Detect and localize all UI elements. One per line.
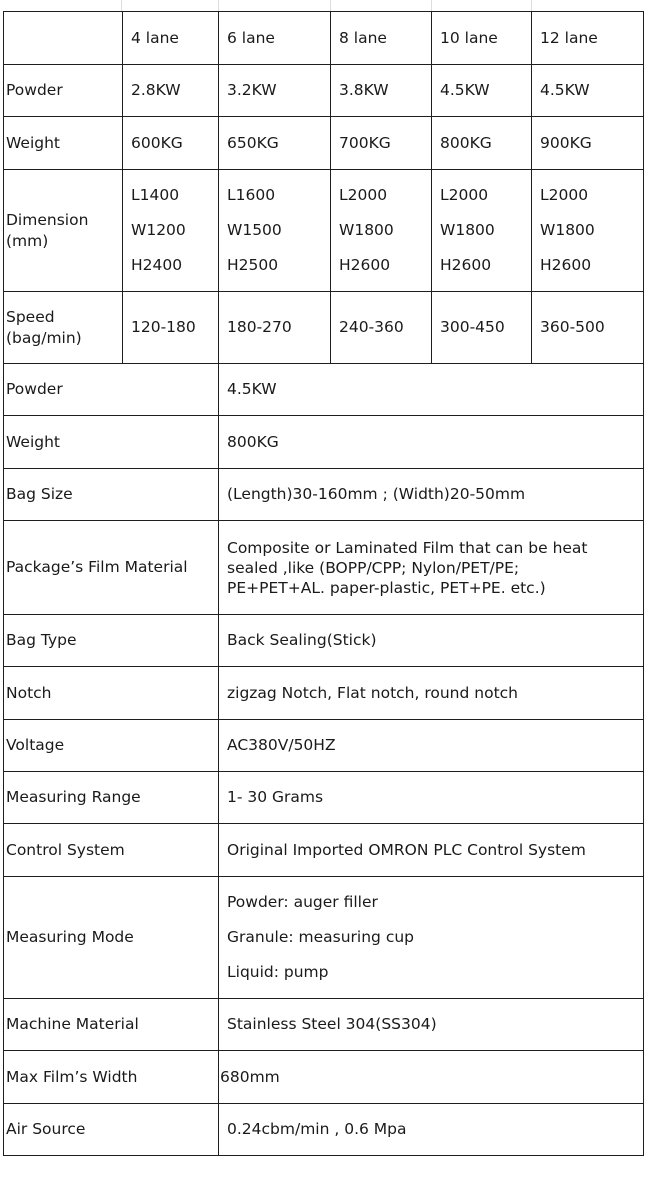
header-6-lane: 6 lane: [219, 12, 331, 65]
row-label: Powder: [4, 364, 219, 416]
row-label: Notch: [4, 667, 219, 720]
table-cell: 650KG: [219, 117, 331, 170]
spec-row-machine-material: [4, 999, 644, 1051]
dimension-cell: [219, 170, 331, 292]
row-label-line: Dimension: [6, 211, 89, 230]
row-label: Machine Material: [4, 999, 219, 1051]
spec-row-film-material: [4, 521, 644, 615]
row-value-line: sealed ,like (BOPP/CPP; Nylon/PET/PE;: [227, 558, 520, 577]
spec-row-notch: [4, 667, 644, 720]
row-label: Voltage: [4, 720, 219, 772]
dimension-width: W1500: [227, 221, 282, 239]
dimension-length: L2000: [339, 186, 388, 204]
row-label: Control System: [4, 824, 219, 877]
dimension-height: H2600: [440, 256, 492, 274]
table-cell: 2.8KW: [123, 65, 219, 117]
spec-row-bag-type: [4, 615, 644, 667]
spec-row-powder: [4, 364, 644, 416]
spec-row-max-film-width: [4, 1051, 644, 1104]
dimension-length: L1400: [131, 186, 180, 204]
row-label: Measuring Range: [4, 772, 219, 824]
dimension-height: H2400: [131, 256, 183, 274]
row-value: (Length)30-160mm ; (Width)20-50mm: [219, 469, 644, 521]
dimension-length: L2000: [540, 186, 589, 204]
row-value: AC380V/50HZ: [219, 720, 644, 772]
table-cell: 180-270: [219, 292, 331, 364]
dimension-width: W1800: [440, 221, 495, 239]
spec-row-air-source: [4, 1104, 644, 1156]
row-label: [4, 170, 123, 292]
dimension-height: H2500: [227, 256, 279, 274]
lane-row-powder: [4, 65, 644, 117]
row-value: Original Imported OMRON PLC Control System: [219, 824, 644, 877]
table-cell: 900KG: [532, 117, 644, 170]
row-value: [219, 877, 644, 999]
lane-row-dimension: [4, 170, 644, 292]
table-cell: 3.2KW: [219, 65, 331, 117]
lane-row-weight: [4, 117, 644, 170]
row-value: zigzag Notch, Flat notch, round notch: [219, 667, 644, 720]
row-value-line: Liquid: pump: [227, 963, 329, 981]
header-corner-cell: [4, 12, 123, 65]
row-label: Powder: [4, 65, 123, 117]
spec-row-weight: [4, 416, 644, 469]
lane-row-speed: [4, 292, 644, 364]
spec-row-measuring-mode: [4, 877, 644, 999]
table-cell: 300-450: [432, 292, 532, 364]
table-cell: 240-360: [331, 292, 432, 364]
table-cell: 700KG: [331, 117, 432, 170]
dimension-width: W1200: [131, 221, 186, 239]
dimension-cell: [123, 170, 219, 292]
row-value-line: Granule: measuring cup: [227, 928, 415, 946]
dimension-height: H2600: [540, 256, 592, 274]
row-label: [4, 292, 123, 364]
spec-row-control-system: [4, 824, 644, 877]
table-cell: 120-180: [123, 292, 219, 364]
dimension-width: W1800: [339, 221, 394, 239]
row-label-line: Speed: [6, 308, 55, 327]
row-value: 680mm: [219, 1051, 644, 1104]
dimension-length: L1600: [227, 186, 276, 204]
table-cell: 600KG: [123, 117, 219, 170]
row-value: 0.24cbm/min , 0.6 Mpa: [219, 1104, 644, 1156]
row-value: Stainless Steel 304(SS304): [219, 999, 644, 1051]
header-10-lane: 10 lane: [432, 12, 532, 65]
table-cell: 4.5KW: [532, 65, 644, 117]
row-label: Max Film’s Width: [4, 1051, 219, 1104]
row-value-line: Composite or Laminated Film that can be heat: [227, 538, 588, 557]
spec-row-bag-size: [4, 469, 644, 521]
row-label: Measuring Mode: [4, 877, 219, 999]
header-12-lane: 12 lane: [532, 12, 644, 65]
spec-row-measuring-range: [4, 772, 644, 824]
row-value-line: Powder: auger filler: [227, 893, 378, 911]
row-label: Air Source: [4, 1104, 219, 1156]
row-label: Bag Type: [4, 615, 219, 667]
dimension-cell: [331, 170, 432, 292]
row-value: Back Sealing(Stick): [219, 615, 644, 667]
table-cell: 800KG: [432, 117, 532, 170]
table-cell: 360-500: [532, 292, 644, 364]
table-cell: 4.5KW: [432, 65, 532, 117]
row-value: 800KG: [219, 416, 644, 469]
spec-table: [3, 11, 644, 1156]
header-8-lane: 8 lane: [331, 12, 432, 65]
dimension-height: H2600: [339, 256, 391, 274]
dimension-length: L2000: [440, 186, 489, 204]
row-value: 4.5KW: [219, 364, 644, 416]
header-4-lane: 4 lane: [123, 12, 219, 65]
dimension-cell: [432, 170, 532, 292]
row-label-line: (mm): [6, 231, 49, 250]
table-cell: 3.8KW: [331, 65, 432, 117]
row-value-line: PE+PET+AL. paper-plastic, PET+PE. etc.): [227, 578, 546, 597]
dimension-cell: [532, 170, 644, 292]
spec-row-voltage: [4, 720, 644, 772]
row-value: 1- 30 Grams: [219, 772, 644, 824]
row-label-line: (bag/min): [6, 328, 82, 347]
row-label: Package’s Film Material: [4, 521, 219, 615]
row-value: [219, 521, 644, 615]
lane-header-row: [4, 12, 644, 65]
row-label: Weight: [4, 117, 123, 170]
row-label: Weight: [4, 416, 219, 469]
row-label: Bag Size: [4, 469, 219, 521]
dimension-width: W1800: [540, 221, 595, 239]
